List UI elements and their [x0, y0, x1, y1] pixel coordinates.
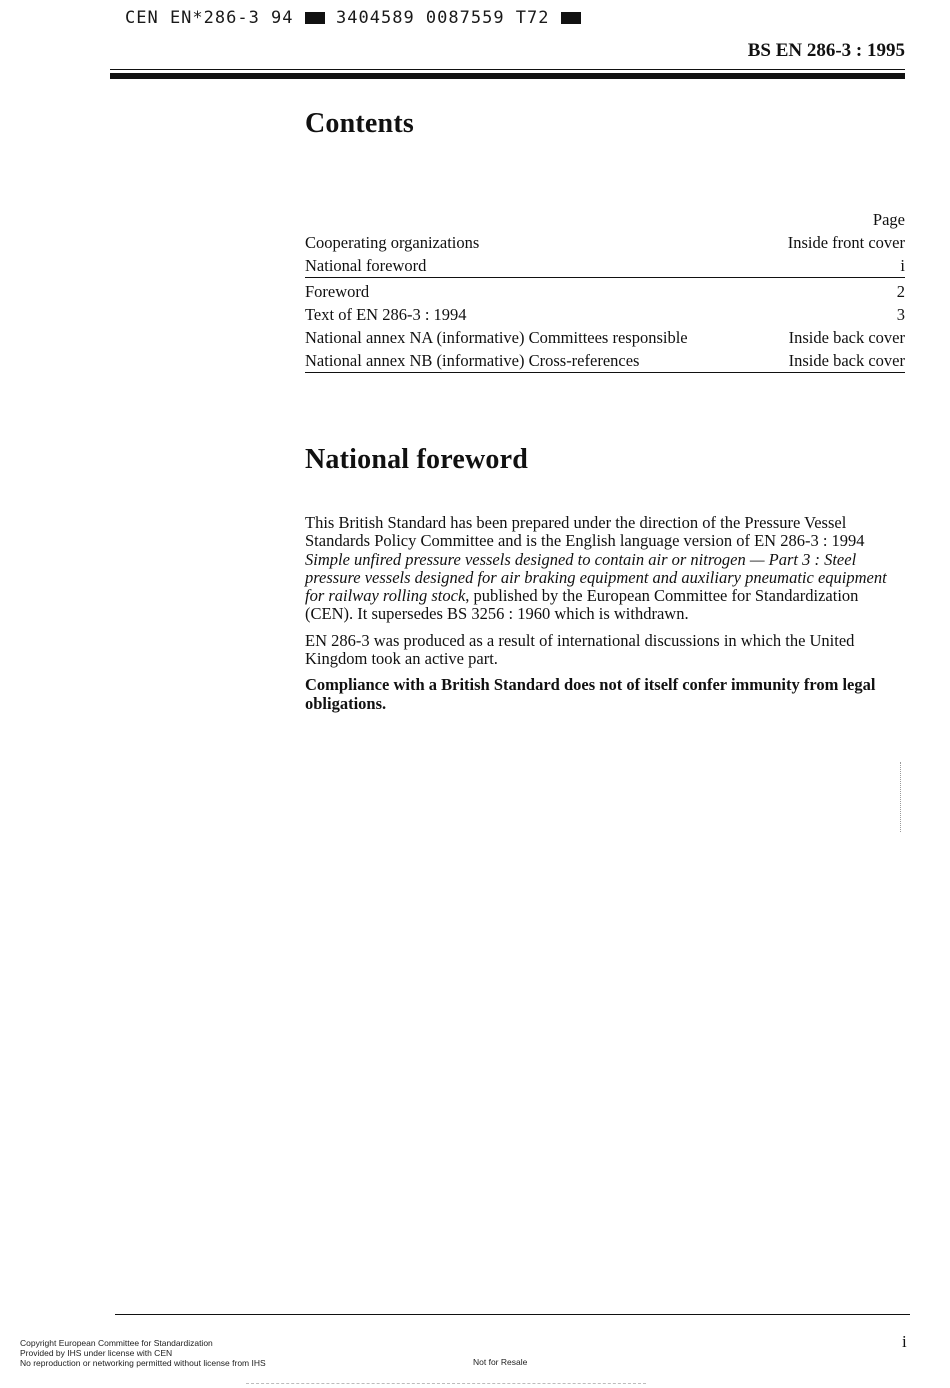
foreword-paragraph: EN 286-3 was produced as a result of international discussions in which the United Kingdom took an active part. [305, 630, 855, 669]
contents-heading: Contents [305, 108, 414, 139]
page-number: i [902, 1332, 907, 1351]
toc-entry-page: Inside back cover [788, 351, 905, 370]
toc-entry-label: Foreword [305, 282, 370, 301]
toc-entry [305, 349, 905, 373]
national-foreword-body [305, 514, 905, 721]
page-column-label: Page [872, 210, 905, 229]
not-for-resale-notice: Not for Resale [473, 1357, 528, 1367]
toc-entry-page: Inside back cover [788, 328, 905, 347]
toc-entry-label: Cooperating organizations [305, 233, 480, 252]
toc-entry-page: i [900, 256, 905, 275]
copyright-notice: Copyright European Committee for Standardization Provided by IHS under license with CEN No reproduction or networking permitted without license from IHS [20, 1338, 266, 1368]
toc-entry-page: 2 [896, 282, 905, 301]
toc-entry-label: National annex NB (informative) Cross-references [305, 351, 640, 370]
scan-code-prefix: CEN EN*286-3 94 [125, 8, 294, 28]
toc-entry-label: Text of EN 286-3 : 1994 [305, 305, 467, 324]
header-rule-thin [110, 69, 905, 70]
toc-entry-page: Inside front cover [787, 233, 905, 252]
toc-entry-page: 3 [896, 305, 905, 324]
toc-entry [305, 303, 905, 326]
foreword-paragraph: This British Standard has been prepared under the direction of the Pressure Vessel Standards Policy Committee and is the English language version of EN 286-3 : 1994 Simple unfired pressure vessels designed to contain air or nitrogen — Part 3 : Steel pressure vessels designed for air braking equipment and auxiliary pneumatic equipment for railway rolling stock, published by the European Committee for Standardization (CEN). It supersedes BS 3256 : 1960 which is withdrawn. [305, 513, 887, 624]
toc-entry [305, 326, 905, 349]
scan-barcode-line [125, 8, 581, 28]
table-of-contents [305, 208, 905, 373]
national-foreword-heading: National foreword [305, 444, 528, 475]
standard-number: BS EN 286-3 : 1995 [747, 40, 905, 61]
toc-entry [305, 231, 905, 254]
scan-block-mark [305, 12, 325, 24]
scan-bottom-edge [246, 1383, 646, 1384]
toc-entry [305, 280, 905, 303]
toc-entry [305, 254, 905, 278]
toc-header-row [305, 208, 905, 231]
footer-rule [115, 1314, 910, 1315]
standard-title-italic: Simple unfired pressure vessels designed to contain air or nitrogen — Part 3 : Steel pressure vessels designed for air braking equipment and auxiliary pneumatic equipment for railway rolling stock [305, 549, 887, 606]
scan-block-mark [561, 12, 581, 24]
scan-margin-mark [900, 762, 902, 832]
toc-entry-label: National annex NA (informative) Committees responsible [305, 328, 688, 347]
scan-code-middle: 3404589 0087559 T72 [336, 8, 550, 28]
header-rule-thick [110, 73, 905, 79]
toc-entry-label: National foreword [305, 256, 427, 275]
compliance-statement: Compliance with a British Standard does not of itself confer immunity from legal obligations. [305, 675, 876, 713]
